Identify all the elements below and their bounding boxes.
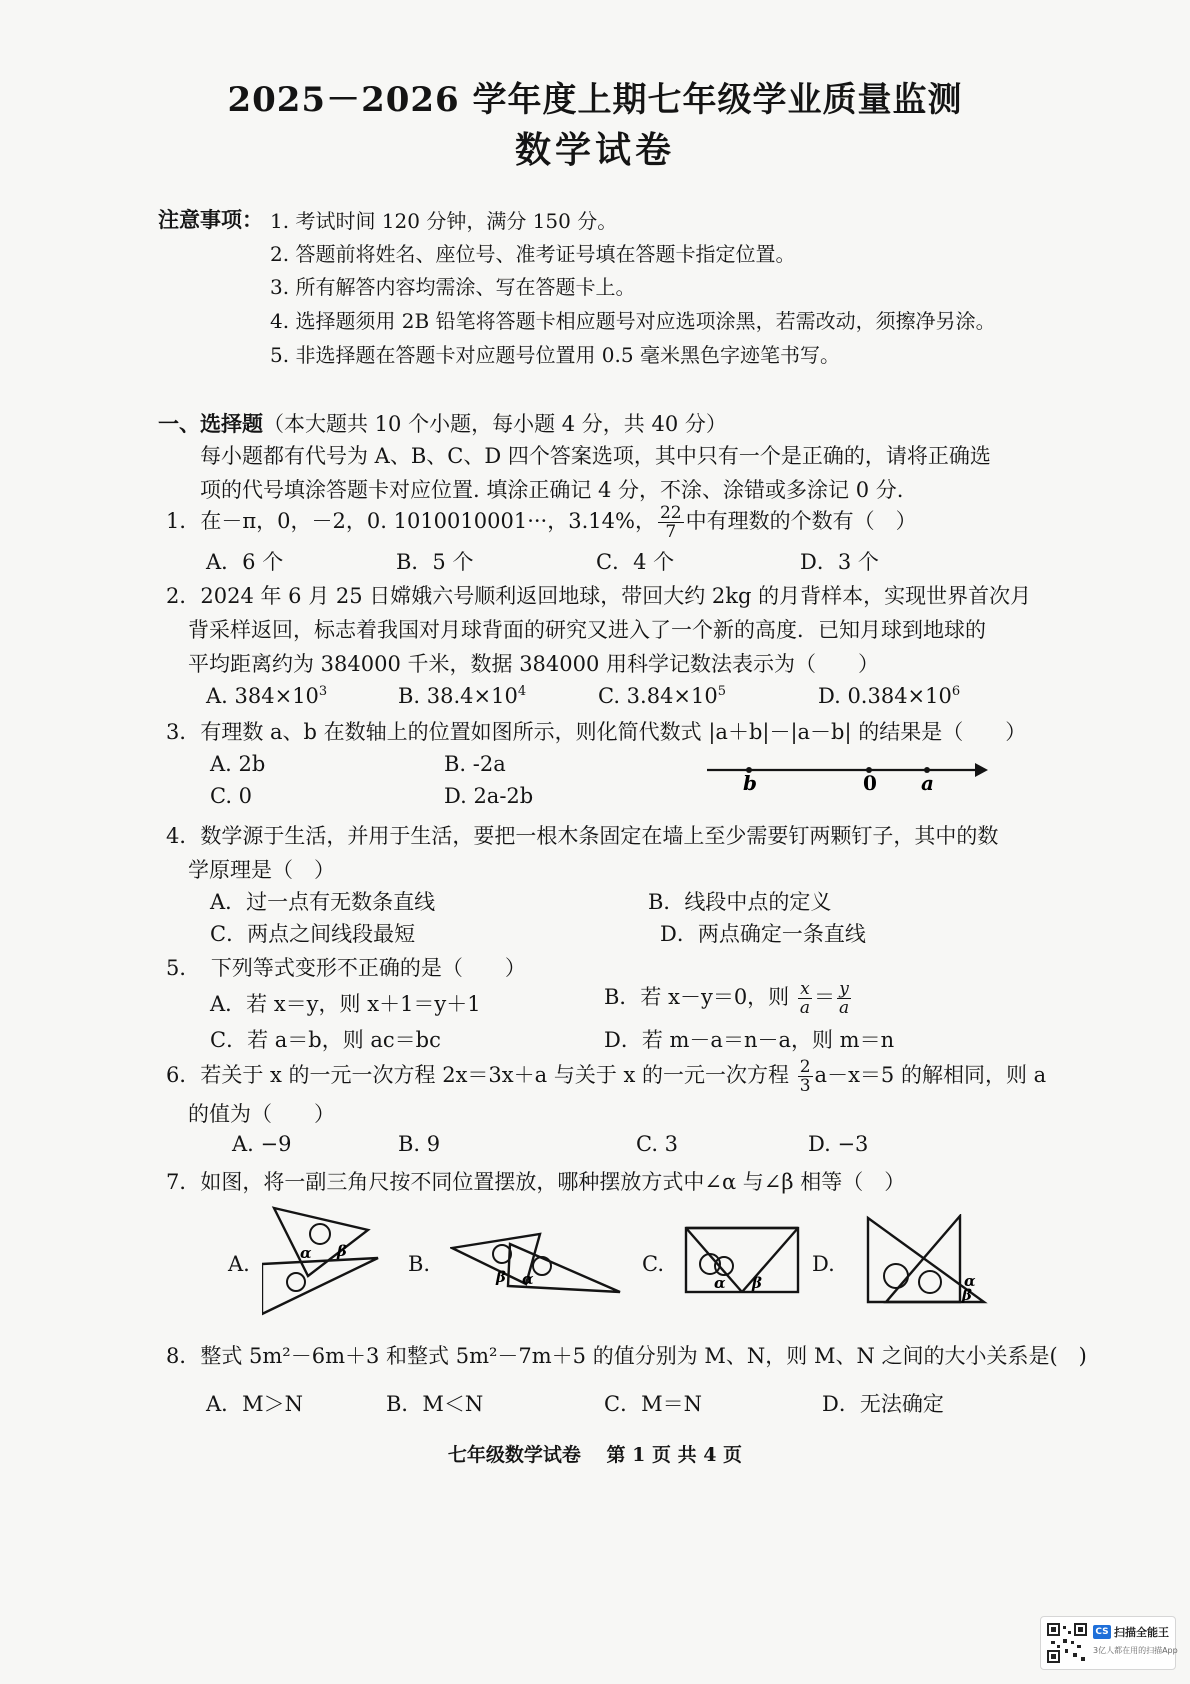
q5-stem: 5． 下列等式变形不正确的是（ ）	[166, 956, 526, 980]
q7-stem: 7．如图，将一副三角尺按不同位置摆放，哪种摆放方式中∠α 与∠β 相等（ ）	[166, 1170, 906, 1194]
q2-line-2: 背采样返回，标志着我国对月球背面的研究又进入了一个新的高度．已知月球到地球的	[188, 618, 986, 642]
q7-figure-d	[866, 1214, 988, 1306]
note-item-3: 3. 所有解答内容均需涂、写在答题卡上。	[270, 275, 636, 299]
fig-c-diagonal-2	[742, 1228, 798, 1292]
page-footer: 七年级数学试卷 第 1 页 共 4 页	[447, 1444, 743, 1466]
q2-option-c-base: C. 3.84×10	[598, 684, 718, 708]
q6-option-d: D. −3	[808, 1132, 869, 1156]
q2-option-a-exp: 3	[318, 684, 328, 699]
fig-d-beta: β	[962, 1286, 972, 1304]
q2-option-b-exp: 4	[517, 684, 527, 699]
q6-fraction	[798, 1058, 813, 1095]
q8-stem: 8．整式 5m²－6m＋3 和整式 5m²－7m＋5 的值分别为 M、N，则 M、N 之间的大小关系是( )	[166, 1344, 1087, 1368]
scanner-logo-badge: CS	[1093, 1625, 1111, 1639]
q1-frac-den: 7	[665, 522, 677, 542]
q3-stem: 3．有理数 a、b 在数轴上的位置如图所示，则化简代数式 |a＋b|－|a－b| 的结果是（ ）	[166, 720, 1027, 744]
q4-option-c: C．两点之间线段最短	[210, 922, 416, 946]
q7-option-c-label: C.	[642, 1252, 664, 1276]
q3-option-b: B. -2a	[444, 752, 506, 776]
fig-a-alpha: α	[300, 1244, 312, 1262]
q7-option-d-label: D.	[812, 1252, 835, 1276]
scanner-brand: 扫描全能王	[1114, 1626, 1169, 1639]
q5-option-b-eq: ＝	[814, 985, 836, 1009]
q2-option-c-exp: 5	[717, 684, 727, 699]
fig-d-hole-2	[919, 1271, 941, 1293]
fig-b-beta: β	[496, 1268, 506, 1286]
fig-b-alpha: α	[522, 1270, 534, 1288]
fig-b-left-hole	[493, 1245, 511, 1263]
fig-a-top-hole	[310, 1224, 330, 1244]
q7-figure-b	[450, 1228, 622, 1296]
number-line-arrow	[975, 763, 988, 777]
section-heading-note: （本大题共 10 个小题，每小题 4 分，共 40 分）	[263, 412, 727, 436]
fig-c-alpha: α	[714, 1274, 726, 1292]
q2-line-1: 2．2024 年 6 月 25 日嫦娥六号顺利返回地球，带回大约 2kg 的月背样本，实现世界首次月	[166, 584, 1032, 608]
notes-label: 注意事项：	[158, 207, 263, 232]
point-zero-label: 0	[863, 771, 877, 792]
q1-fraction	[658, 504, 684, 541]
fig-d-hole-1	[884, 1264, 908, 1288]
q1-stem-b: 中有理数的个数有（ ）	[685, 509, 917, 533]
q4-option-a: A．过一点有无数条直线	[210, 890, 436, 914]
q4-line-1: 4．数学源于生活，并用于生活，要把一根木条固定在墙上至少需要钉两颗钉子，其中的数	[166, 824, 999, 848]
scanner-watermark	[1040, 1616, 1176, 1670]
q6-stem-b: a－x＝5 的解相同，则 a	[814, 1063, 1047, 1087]
fig-d-alpha: α	[964, 1272, 976, 1290]
note-item-4: 4. 选择题须用 2B 铅笔将答题卡相应题号对应选项涂黑，若需改动，须擦净另涂。	[270, 309, 996, 333]
section-instructions-2: 项的代号填涂答题卡对应位置. 填涂正确记 4 分，不涂、涂错或多涂记 0 分.	[200, 478, 904, 502]
q8-option-b: B．M＜N	[386, 1392, 484, 1416]
q6-stem-a: 6．若关于 x 的一元一次方程 2x＝3x＋a 与关于 x 的一元一次方程	[166, 1063, 790, 1087]
q1-option-d: D．3 个	[800, 550, 879, 574]
q5-frac1-den: a	[799, 998, 811, 1018]
q6-stem	[166, 1058, 1046, 1095]
q2-option-a	[206, 684, 327, 708]
q2-option-d-base: D. 0.384×10	[818, 684, 952, 708]
q5-option-c: C．若 a＝b，则 ac＝bc	[210, 1028, 441, 1052]
q4-line-2: 学原理是（ ）	[188, 858, 335, 882]
q6-option-a: A. −9	[232, 1132, 292, 1156]
q5-option-b-frac-1	[798, 980, 812, 1017]
fig-c-frame	[686, 1228, 798, 1292]
fig-a-beta: β	[337, 1242, 347, 1260]
q3-option-c: C. 0	[210, 784, 253, 808]
q5-frac2-den: a	[839, 998, 850, 1018]
q7-figure-a	[262, 1206, 382, 1318]
q1-option-c: C．4 个	[596, 550, 675, 574]
section-heading-label: 一、选择题	[158, 411, 263, 436]
q7-option-a-label: A.	[228, 1252, 250, 1276]
note-item-5: 5. 非选择题在答题卡对应题号位置用 0.5 毫米黑色字迹笔书写。	[270, 343, 840, 367]
q2-option-b	[398, 684, 526, 708]
point-b-label: b	[743, 771, 757, 792]
q6-option-b: B. 9	[398, 1132, 441, 1156]
q8-option-c: C．M＝N	[604, 1392, 702, 1416]
q6-frac-den: 3	[799, 1076, 811, 1096]
number-line-figure	[705, 752, 990, 792]
q5-option-b-frac-2	[837, 980, 851, 1017]
q5-option-d: D．若 m－a＝n－a，则 m＝n	[604, 1028, 895, 1052]
q1-stem-a: 1．在－π，0，－2，0. 1010010001···，3.14%，	[166, 509, 656, 533]
q5-option-a: A．若 x＝y，则 x＋1＝y＋1	[210, 992, 481, 1016]
scanner-tagline: 3亿人都在用的扫描App	[1093, 1646, 1178, 1655]
qr-code-icon	[1047, 1623, 1087, 1663]
q2-line-3: 平均距离约为 384000 千米，数据 384000 用科学记数法表示为（ ）	[188, 652, 880, 676]
q1-frac-num: 22	[659, 503, 682, 523]
q5-option-b-lead: B．若 x－y＝0，则	[604, 985, 790, 1009]
q8-option-d: D．无法确定	[822, 1392, 944, 1416]
q8-option-a: A．M＞N	[206, 1392, 304, 1416]
q2-option-c	[598, 684, 726, 708]
fig-c-beta: β	[752, 1274, 762, 1292]
question-1-stem	[166, 504, 917, 541]
q1-option-b: B．5 个	[396, 550, 474, 574]
q5-option-b	[604, 980, 853, 1017]
q5-frac1-num: x	[798, 980, 812, 999]
section-instructions-1: 每小题都有代号为 A、B、C、D 四个答案选项，其中只有一个是正确的，请将正确选	[200, 444, 991, 468]
q3-option-d: D. 2a-2b	[444, 784, 534, 808]
q3-option-a: A. 2b	[210, 752, 266, 776]
exam-subtitle: 数学试卷	[514, 129, 675, 171]
fig-a-bottom-hole	[287, 1273, 305, 1291]
q2-option-d	[818, 684, 960, 708]
exam-title: 2025－2026 学年度上期七年级学业质量监测	[227, 80, 963, 120]
note-item-1: 1. 考试时间 120 分钟，满分 150 分。	[270, 209, 618, 233]
q2-option-b-base: B. 38.4×10	[398, 684, 518, 708]
point-a-label: a	[921, 771, 934, 792]
q2-option-d-exp: 6	[951, 684, 961, 699]
q6-option-c: C. 3	[636, 1132, 679, 1156]
note-item-2: 2. 答题前将姓名、座位号、准考证号填在答题卡指定位置。	[270, 242, 796, 266]
q7-figure-c	[684, 1224, 800, 1296]
q6-line-2: 的值为（ ）	[188, 1102, 335, 1126]
fig-b-right-hole	[533, 1257, 551, 1275]
section-heading	[158, 408, 727, 438]
q2-option-a-base: A. 384×10	[206, 684, 319, 708]
q5-frac2-num: y	[837, 980, 851, 999]
q4-option-d: D．两点确定一条直线	[660, 922, 866, 946]
fig-d-right-triangle	[886, 1216, 960, 1302]
q6-frac-num: 2	[799, 1057, 811, 1077]
fig-a-top-triangle	[274, 1208, 368, 1276]
q1-option-a: A．6 个	[206, 550, 284, 574]
q7-option-b-label: B.	[408, 1252, 431, 1276]
q4-option-b: B．线段中点的定义	[648, 890, 832, 914]
